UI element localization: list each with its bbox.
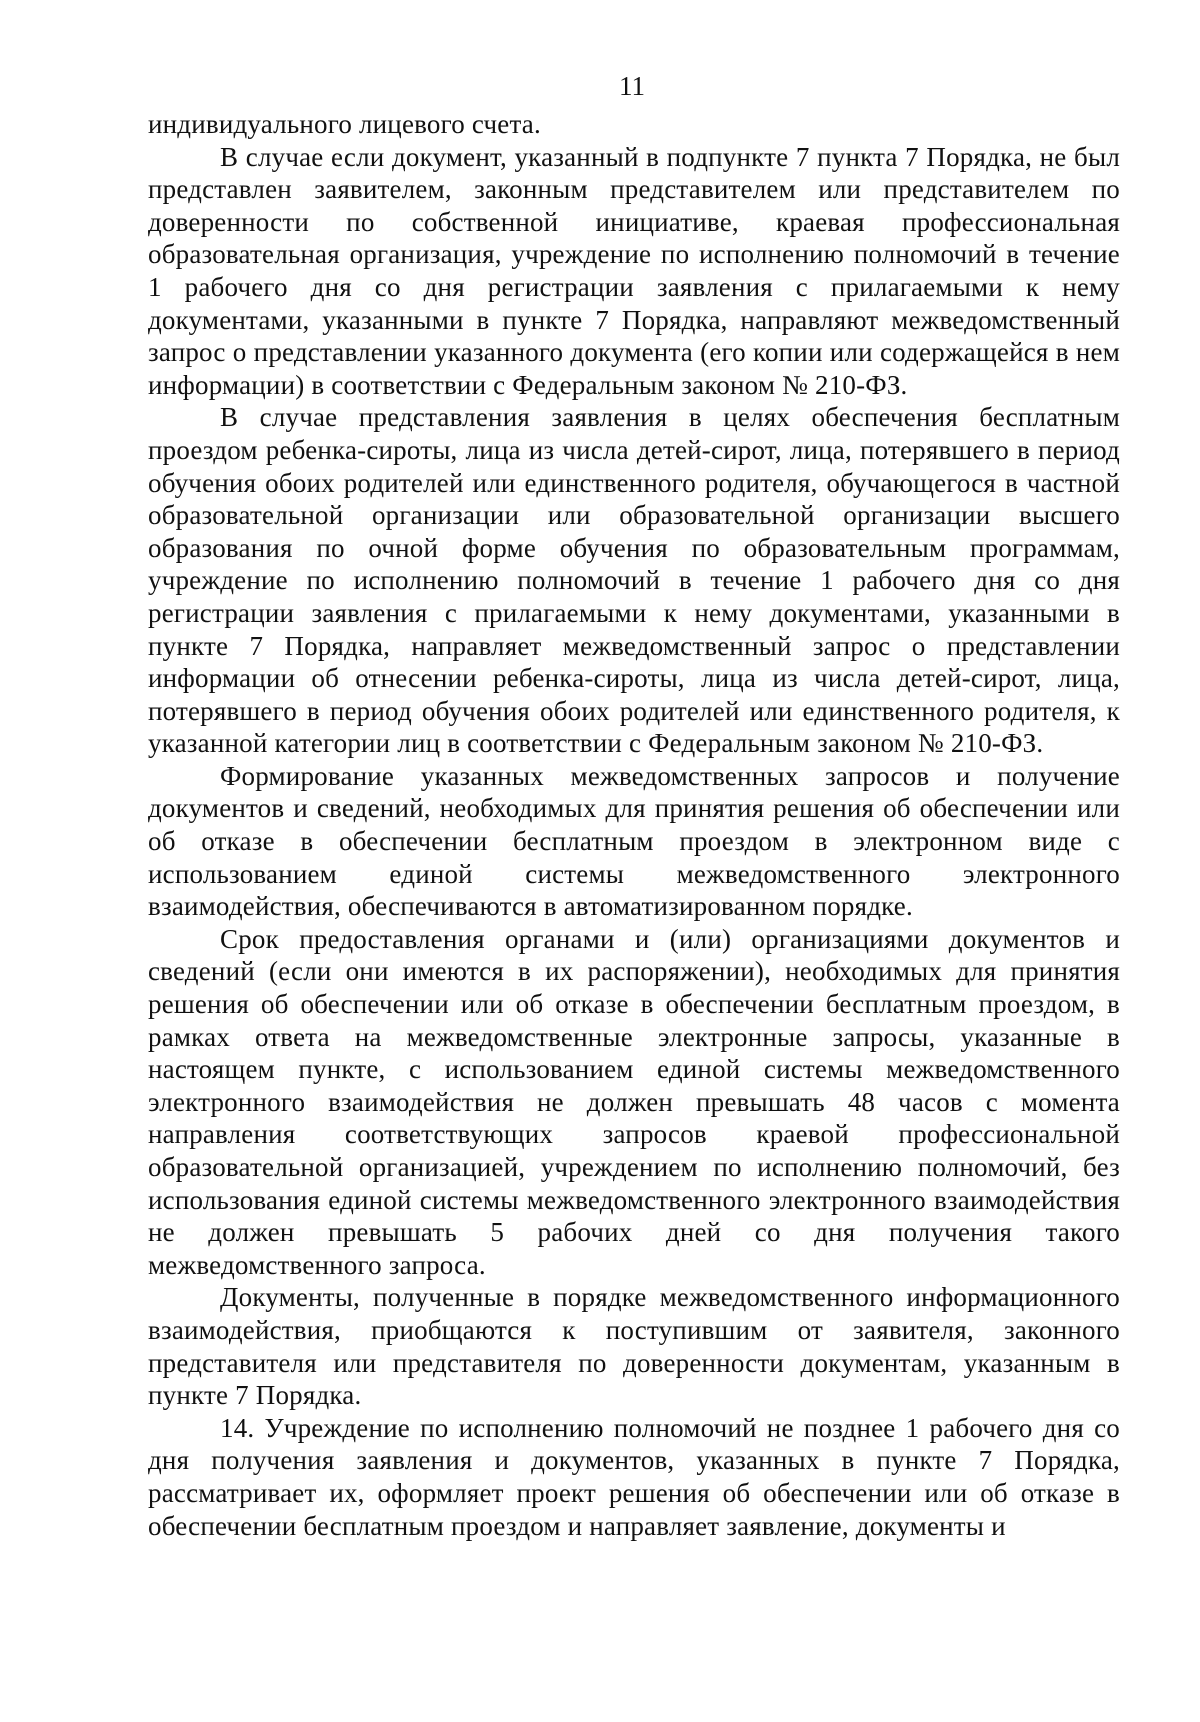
paragraph-response-deadline: Срок предоставления органами и (или) организациями документов и сведений (если они имеются в их распоряжении), необходимых для принятия решения об обеспечении или об отказе в обеспечении бесплатным проездом, в рамках ответа на межведомственные электронные запросы, указанные в настоящем пункте, с использованием единой системы межведомственного электронного взаимодействия не должен превышать 48 часов с момента направления соответствующих запросов краевой профессиональной образовательной организацией, учреждением по исполнению полномочий, без использования единой системы межведомственного электронного взаимодействия не должен превышать 5 рабочих дней со дня получения такого межведомственного запроса.: [148, 923, 1120, 1280]
paragraph-automated-requests: Формирование указанных межведомственных запросов и получение документов и сведений, необходимых для принятия решения об обеспечении или об отказе в обеспечении бесплатным проездом в электронном виде с использованием единой системы межведомственного электронного взаимодействия, обеспечиваются в автоматизированном порядке.: [148, 760, 1120, 922]
paragraph-continuation: индивидуального лицевого счета.: [148, 109, 541, 139]
paragraph-item-14: 14. Учреждение по исполнению полномочий не позднее 1 рабочего дня со дня получения заявления и документов, указанных в пункте 7 Порядка, рассматривает их, оформляет проект решения об обеспечении или об отказе в обеспечении бесплатным проездом и направляет заявление, документы и: [148, 1412, 1120, 1541]
paragraph-interagency-request-document: В случае если документ, указанный в подпункте 7 пункта 7 Порядка, не был представлен заявителем, законным представителем или представителем по доверенности по собственной инициативе, краевая профессиональная образовательная организация, учреждение по исполнению полномочий в течение 1 рабочего дня со дня регистрации заявления с прилагаемыми к нему документами, указанными в пункте 7 Порядка, направляют межведомственный запрос о представлении указанного документа (его копии или содержащейся в нем информации) в соответствии с Федеральным законом № 210-ФЗ.: [148, 141, 1120, 400]
paragraph-orphan-status-request: В случае представления заявления в целях обеспечения бесплатным проездом ребенка-сироты, лица из числа детей-сирот, лица, потерявшего в период обучения обоих родителей или единственного родителя, обучающегося в частной образовательной организации или образовательной организации высшего образования по очной форме обучения по образовательным программам, учреждение по исполнению полномочий в течение 1 рабочего дня со дня регистрации заявления с прилагаемыми к нему документами, указанными в пункте 7 Порядка, направляет межведомственный запрос о представлении информации об отнесении ребенка-сироты, лица из числа детей-сирот, лица, потерявшего в период обучения обоих родителей или единственного родителя, к указанной категории лиц в соответствии с Федеральным законом № 210-ФЗ.: [148, 402, 1120, 759]
paragraph-attached-documents: Документы, полученные в порядке межведомственного информационного взаимодействия, приобщаются к поступившим от заявителя, законного представителя или представителя по доверенности документам, указанным в пункте 7 Порядка.: [148, 1282, 1120, 1411]
page-number: 11: [619, 71, 645, 101]
document-body: [148, 108, 1120, 1542]
